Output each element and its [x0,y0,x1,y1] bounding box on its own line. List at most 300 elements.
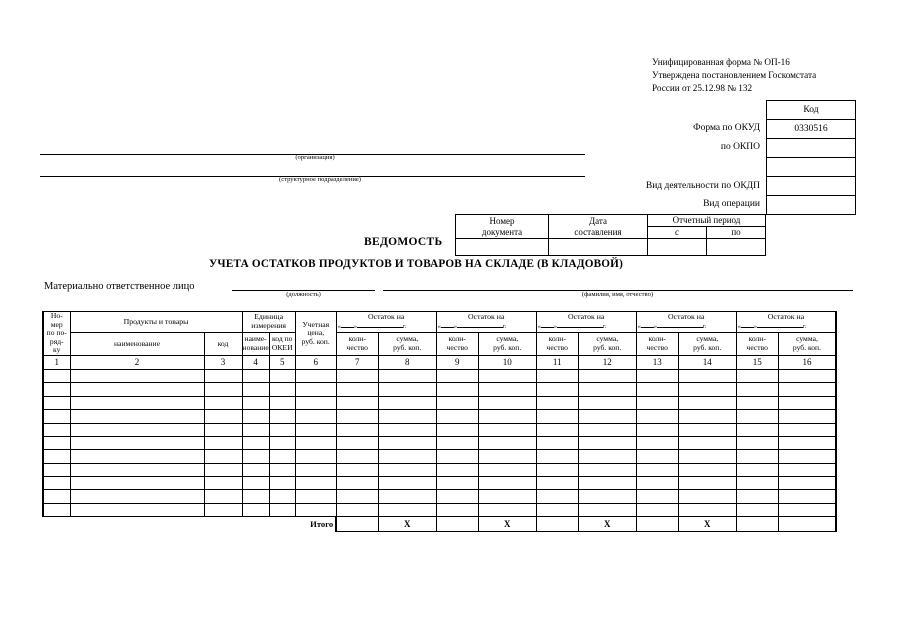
cell-r1-c6[interactable] [295,369,336,382]
cell-r6-c8[interactable] [378,436,436,449]
sum-2-l1: сумма, [496,334,519,344]
total-qty-5[interactable] [736,517,778,532]
doc-period-from-value[interactable] [648,239,707,256]
grid-header-sum-4 [678,332,736,355]
cell-r8-c1[interactable] [43,463,70,476]
cell-r2-c4[interactable] [242,383,269,396]
cell-r6-c13[interactable] [636,436,678,449]
cell-r10-c3[interactable] [204,490,242,503]
cell-r2-c2[interactable] [70,383,204,396]
cell-r1-c7[interactable] [336,369,378,382]
code-label-okud: Форма по ОКУД [693,123,760,133]
qty-2-l2: чество [446,342,468,352]
cell-r6-c14[interactable] [678,436,736,449]
cell-r10-c15[interactable] [736,490,778,503]
total-qty-4[interactable] [636,517,678,532]
doc-period-to-value[interactable] [707,239,766,256]
balance-1-date[interactable]: « » г. [337,322,407,330]
col-num-10: 10 [478,355,536,369]
table-row [43,396,836,409]
total-label: Итого [295,517,336,532]
cell-r9-c3[interactable] [204,477,242,490]
cell-r9-c8[interactable] [378,477,436,490]
cell-r10-c11[interactable] [536,490,578,503]
cell-r5-c11[interactable] [536,423,578,436]
cell-r1-c2[interactable] [70,369,204,382]
cell-r1-c3[interactable] [204,369,242,382]
cell-r5-c15[interactable] [736,423,778,436]
grid-header-balance-5 [736,312,836,333]
grid-header-unit [242,312,295,333]
cell-r4-c16[interactable] [778,410,836,423]
cell-r4-c5[interactable] [269,410,295,423]
cell-r7-c10[interactable] [478,450,536,463]
cell-r4-c9[interactable] [436,410,478,423]
cell-r1-c1[interactable] [43,369,70,382]
form-legend-line-2: Утверждена постановлением Госкомстата [652,70,817,81]
cell-r1-c4[interactable] [242,369,269,382]
cell-r11-c10[interactable] [478,503,536,516]
unit-code-l1: код по [271,334,293,344]
cell-r6-c10[interactable] [478,436,536,449]
cell-r7-c3[interactable] [204,450,242,463]
cell-r9-c10[interactable] [478,477,536,490]
cell-r11-c15[interactable] [736,503,778,516]
cell-r2-c3[interactable] [204,383,242,396]
grid-header-balance-2 [436,312,536,333]
cell-r6-c7[interactable] [336,436,378,449]
cell-r8-c6[interactable] [295,463,336,476]
balance-5-date[interactable]: « » г. [737,322,807,330]
cell-r9-c5[interactable] [269,477,295,490]
sum-5-l1: сумма, [796,334,818,344]
qty-3-l1: колн- [548,334,566,344]
cell-r10-c8[interactable] [378,490,436,503]
cell-r8-c4[interactable] [242,463,269,476]
cell-r11-c4[interactable] [242,503,269,516]
doc-number-header-l1: Номер [489,215,515,226]
grid-header-sum-1 [378,332,436,355]
row-number-l4: ряд- [49,336,64,346]
cell-r11-c1[interactable] [43,503,70,516]
cell-r6-c6[interactable] [295,436,336,449]
code-value-okdp[interactable] [767,177,856,196]
cell-r2-c15[interactable] [736,383,778,396]
grid-header-product-name: наименование [70,332,204,355]
grid-header-sum-5 [778,332,836,355]
cell-r1-c9[interactable] [436,369,478,382]
cell-r8-c5[interactable] [269,463,295,476]
cell-r3-c4[interactable] [242,396,269,409]
col-num-9: 9 [436,355,478,369]
price-l1: Учетная [302,319,330,329]
cell-r4-c11[interactable] [536,410,578,423]
cell-r5-c10[interactable] [478,423,536,436]
sum-1-l2: руб. коп. [393,342,422,352]
cell-r2-c6[interactable] [295,383,336,396]
cell-r10-c1[interactable] [43,490,70,503]
cell-r3-c9[interactable] [436,396,478,409]
grid-header-sum-2 [478,332,536,355]
cell-r8-c15[interactable] [736,463,778,476]
cell-r3-c12[interactable] [578,396,636,409]
cell-r11-c16[interactable] [778,503,836,516]
code-label-operation: Вид операции [703,199,760,209]
code-value-okpo[interactable] [767,139,856,158]
doc-date-header [549,215,648,239]
cell-r5-c14[interactable] [678,423,736,436]
cell-r2-c1[interactable] [43,383,70,396]
doc-date-header-l2: составления [574,226,622,237]
table-row [43,463,836,476]
doc-date-value[interactable] [549,239,648,256]
total-sum-5[interactable] [778,517,836,532]
cell-r5-c12[interactable] [578,423,636,436]
col-num-13: 13 [636,355,678,369]
cell-r4-c4[interactable] [242,410,269,423]
balance-4-date[interactable]: « » г. [637,322,707,330]
cell-r1-c15[interactable] [736,369,778,382]
balance-4-title: Остаток на [668,312,705,322]
price-l3: руб. коп. [301,336,330,346]
cell-r10-c9[interactable] [436,490,478,503]
cell-r5-c9[interactable] [436,423,478,436]
cell-r8-c3[interactable] [204,463,242,476]
cell-r10-c14[interactable] [678,490,736,503]
cell-r4-c8[interactable] [378,410,436,423]
grid-header-row-2 [43,332,836,355]
doc-header-row-1 [456,215,766,227]
cell-r7-c4[interactable] [242,450,269,463]
code-table-row-okpo [767,139,856,158]
cell-r7-c8[interactable] [378,450,436,463]
qty-5-l2: чество [746,342,768,352]
cell-r7-c6[interactable] [295,450,336,463]
qty-2-l1: колн- [448,334,466,344]
cell-r3-c8[interactable] [378,396,436,409]
cell-r5-c4[interactable] [242,423,269,436]
cell-r3-c11[interactable] [536,396,578,409]
grid-header-qty-3 [536,332,578,355]
responsible-name-caption: (фамилия, имя, отчество) [581,291,654,298]
cell-r4-c2[interactable] [70,410,204,423]
cell-r5-c8[interactable] [378,423,436,436]
cell-r5-c3[interactable] [204,423,242,436]
cell-r2-c13[interactable] [636,383,678,396]
doc-date-header-l1: Дата [589,215,607,226]
grid-header-product-code: код [204,332,242,355]
doc-period-to-header: по [707,227,766,239]
cell-r8-c9[interactable] [436,463,478,476]
cell-r9-c2[interactable] [70,477,204,490]
cell-r11-c5[interactable] [269,503,295,516]
cell-r10-c12[interactable] [578,490,636,503]
sum-2-l2: руб. коп. [493,342,522,352]
code-value-okud[interactable]: 0330516 [767,120,856,139]
cell-r5-c16[interactable] [778,423,836,436]
cell-r3-c7[interactable] [336,396,378,409]
grid-header-qty-2 [436,332,478,355]
code-label-okdp: Вид деятельности по ОКДП [645,181,760,191]
cell-r10-c5[interactable] [269,490,295,503]
cell-r3-c5[interactable] [269,396,295,409]
cell-r9-c1[interactable] [43,477,70,490]
cell-r8-c13[interactable] [636,463,678,476]
code-value-blank[interactable] [767,158,856,177]
grid-data-body [43,369,836,516]
cell-r6-c2[interactable] [70,436,204,449]
cell-r9-c15[interactable] [736,477,778,490]
cell-r6-c1[interactable] [43,436,70,449]
total-qty-3[interactable] [536,517,578,532]
col-num-12: 12 [578,355,636,369]
cell-r7-c15[interactable] [736,450,778,463]
cell-r4-c7[interactable] [336,410,378,423]
sum-3-l1: сумма, [596,334,619,344]
qty-4-l2: чество [646,342,668,352]
doc-number-header [456,215,549,239]
cell-r9-c12[interactable] [578,477,636,490]
cell-r4-c3[interactable] [204,410,242,423]
cell-r3-c13[interactable] [636,396,678,409]
col-num-11: 11 [536,355,578,369]
table-row [43,490,836,503]
sum-5-l2: руб. коп. [792,342,822,352]
document-info-table [455,214,766,256]
cell-r1-c5[interactable] [269,369,295,382]
cell-r6-c9[interactable] [436,436,478,449]
col-num-8: 8 [378,355,436,369]
doc-number-value[interactable] [456,239,549,256]
cell-r7-c12[interactable] [578,450,636,463]
total-sum-2: X [478,517,536,532]
cell-r2-c9[interactable] [436,383,478,396]
col-num-5: 5 [269,355,295,369]
cell-r2-c16[interactable] [778,383,836,396]
total-qty-2[interactable] [436,517,478,532]
responsible-position-caption: (должность) [286,291,321,298]
qty-1-l2: чество [346,342,368,352]
cell-r8-c8[interactable] [378,463,436,476]
cell-r3-c1[interactable] [43,396,70,409]
cell-r10-c13[interactable] [636,490,678,503]
cell-r6-c4[interactable] [242,436,269,449]
cell-r8-c7[interactable] [336,463,378,476]
cell-r7-c11[interactable] [536,450,578,463]
cell-r8-c12[interactable] [578,463,636,476]
cell-r7-c7[interactable] [336,450,378,463]
table-row [43,436,836,449]
cell-r4-c12[interactable] [578,410,636,423]
sum-4-l1: сумма, [696,334,719,344]
code-table-header-row [767,101,856,120]
cell-r4-c13[interactable] [636,410,678,423]
cell-r9-c16[interactable] [778,477,836,490]
cell-r11-c2[interactable] [70,503,204,516]
balance-3-date[interactable]: « » г. [537,322,607,330]
grid-header-qty-5 [736,332,778,355]
grid-header-qty-1 [336,332,378,355]
cell-r11-c6[interactable] [295,503,336,516]
cell-r10-c10[interactable] [478,490,536,503]
cell-r5-c6[interactable] [295,423,336,436]
grid-header-row-number [43,312,70,356]
cell-r6-c3[interactable] [204,436,242,449]
grid-total-row [43,517,836,532]
unit-name-l2: нование [242,342,269,352]
doc-number-header-l2: документа [481,226,523,237]
cell-r2-c7[interactable] [336,383,378,396]
cell-r11-c9[interactable] [436,503,478,516]
cell-r2-c11[interactable] [536,383,578,396]
cell-r2-c14[interactable] [678,383,736,396]
cell-r5-c7[interactable] [336,423,378,436]
cell-r1-c13[interactable] [636,369,678,382]
form-legend-line-1: Унифицированная форма № ОП-16 [652,57,790,67]
cell-r8-c10[interactable] [478,463,536,476]
cell-r2-c8[interactable] [378,383,436,396]
row-number-l3: по по- [46,328,67,338]
balance-2-date[interactable]: « » г. [437,322,507,330]
sum-1-l1: сумма, [396,334,419,344]
cell-r11-c11[interactable] [536,503,578,516]
cell-r5-c5[interactable] [269,423,295,436]
row-number-l1: Но- [50,311,63,320]
qty-1-l1: колн- [348,334,366,344]
cell-r2-c10[interactable] [478,383,536,396]
cell-r8-c14[interactable] [678,463,736,476]
cell-r4-c6[interactable] [295,410,336,423]
code-value-operation[interactable] [767,196,856,215]
cell-r7-c13[interactable] [636,450,678,463]
cell-r4-c1[interactable] [43,410,70,423]
cell-r9-c4[interactable] [242,477,269,490]
cell-r1-c11[interactable] [536,369,578,382]
cell-r10-c16[interactable] [778,490,836,503]
cell-r6-c15[interactable] [736,436,778,449]
page-subtitle: УЧЕТА ОСТАТКОВ ПРОДУКТОВ И ТОВАРОВ НА СКЛАДЕ (В КЛАДОВОЙ) [209,258,624,270]
cell-r11-c8[interactable] [378,503,436,516]
col-num-7: 7 [336,355,378,369]
cell-r3-c14[interactable] [678,396,736,409]
cell-r1-c16[interactable] [778,369,836,382]
cell-r8-c16[interactable] [778,463,836,476]
col-num-1: 1 [43,355,70,369]
cell-r7-c14[interactable] [678,450,736,463]
grid-header-balance-3 [536,312,636,333]
cell-r10-c7[interactable] [336,490,378,503]
cell-r5-c13[interactable] [636,423,678,436]
cell-r7-c2[interactable] [70,450,204,463]
cell-r11-c12[interactable] [578,503,636,516]
cell-r4-c14[interactable] [678,410,736,423]
code-table-row-blank [767,158,856,177]
cell-r6-c11[interactable] [536,436,578,449]
cell-r11-c13[interactable] [636,503,678,516]
cell-r9-c13[interactable] [636,477,678,490]
doc-period-header: Отчетный период [648,215,766,227]
code-table [766,100,856,215]
cell-r3-c6[interactable] [295,396,336,409]
cell-r1-c10[interactable] [478,369,536,382]
col-num-2: 2 [70,355,204,369]
cell-r1-c8[interactable] [378,369,436,382]
cell-r9-c9[interactable] [436,477,478,490]
code-table-row-okdp [767,177,856,196]
cell-r7-c9[interactable] [436,450,478,463]
total-sum-3: X [578,517,636,532]
balance-3-title: Остаток на [568,312,605,322]
grid-header-qty-4 [636,332,678,355]
cell-r4-c15[interactable] [736,410,778,423]
row-number-l5: ку [53,345,61,355]
cell-r11-c3[interactable] [204,503,242,516]
cell-r3-c2[interactable] [70,396,204,409]
cell-r10-c6[interactable] [295,490,336,503]
grid-header-sum-3 [578,332,636,355]
cell-r9-c7[interactable] [336,477,378,490]
page-title: ВЕДОМОСТЬ [364,236,443,248]
price-l2: цена, [307,328,325,338]
unit-code-l2: ОКЕИ [271,342,293,352]
balance-2-title: Остаток на [468,312,505,322]
cell-r8-c11[interactable] [536,463,578,476]
total-qty-1[interactable] [336,517,378,532]
form-legend-line-3: России от 25.12.98 № 132 [652,83,753,94]
cell-r5-c1[interactable] [43,423,70,436]
cell-r4-c10[interactable] [478,410,536,423]
cell-r10-c4[interactable] [242,490,269,503]
total-sum-1: X [378,517,436,532]
cell-r2-c5[interactable] [269,383,295,396]
cell-r10-c2[interactable] [70,490,204,503]
grid-header-products: Продукты и товары [70,312,242,333]
cell-r5-c2[interactable] [70,423,204,436]
table-row [43,503,836,516]
code-table-row-okud [767,120,856,139]
col-num-16: 16 [778,355,836,369]
cell-r1-c14[interactable] [678,369,736,382]
cell-r3-c10[interactable] [478,396,536,409]
cell-r9-c14[interactable] [678,477,736,490]
cell-r9-c6[interactable] [295,477,336,490]
grid-header-unit-code [269,332,295,355]
cell-r3-c15[interactable] [736,396,778,409]
cell-r1-c12[interactable] [578,369,636,382]
col-num-14: 14 [678,355,736,369]
cell-r8-c2[interactable] [70,463,204,476]
responsible-person-label: Материально ответственное лицо [44,281,195,292]
qty-5-l1: колн- [748,334,766,344]
cell-r9-c11[interactable] [536,477,578,490]
cell-r2-c12[interactable] [578,383,636,396]
grid-header-unit-name [242,332,269,355]
row-number-l2: мер [50,319,63,329]
qty-4-l1: колн- [648,334,666,344]
cell-r6-c5[interactable] [269,436,295,449]
doc-value-row [456,239,766,256]
cell-r11-c14[interactable] [678,503,736,516]
cell-r6-c12[interactable] [578,436,636,449]
cell-r3-c3[interactable] [204,396,242,409]
cell-r3-c16[interactable] [778,396,836,409]
cell-r7-c5[interactable] [269,450,295,463]
cell-r11-c7[interactable] [336,503,378,516]
cell-r7-c16[interactable] [778,450,836,463]
total-sum-4: X [678,517,736,532]
cell-r7-c1[interactable] [43,450,70,463]
cell-r6-c16[interactable] [778,436,836,449]
